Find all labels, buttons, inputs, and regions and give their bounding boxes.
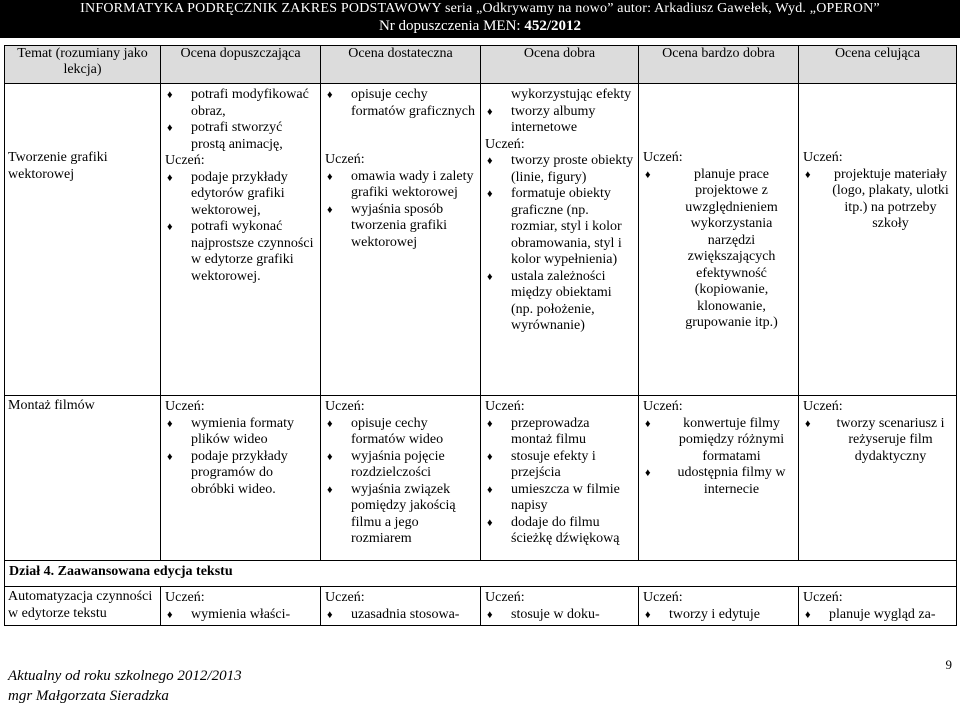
bullet-icon: ♦ <box>805 417 811 430</box>
bullet-icon: ♦ <box>327 89 333 101</box>
section-row <box>5 561 957 587</box>
list-item: ♦ umieszcza w filmie napisy <box>487 481 620 513</box>
list-item: ♦ wymienia właści- <box>167 606 291 622</box>
list-item: ♦ tworzy proste obiekty (linie, figury) <box>487 153 634 185</box>
bullet-icon: ♦ <box>167 608 173 621</box>
student-label: Uczeń: <box>165 590 205 605</box>
approval-label: Nr dopuszczenia MEN: <box>378 18 525 34</box>
bullet-icon: ♦ <box>167 89 173 101</box>
grade-cell <box>799 396 957 561</box>
student-label: Uczeń: <box>643 399 683 414</box>
bullet-icon: ♦ <box>167 122 173 134</box>
student-label: Uczeń: <box>803 150 843 165</box>
list-item: ♦ wyjaśnia sposób tworzenia grafiki wektorowej <box>327 201 448 250</box>
bullet-icon: ♦ <box>487 155 493 167</box>
bullet-icon: ♦ <box>487 483 493 496</box>
list-item: ♦ wyjaśnia pojęcie rozdzielczości <box>327 448 445 480</box>
bullet-icon: ♦ <box>167 417 173 430</box>
list-item: ♦ omawia wady i zalety grafiki wektorowej <box>327 168 474 200</box>
grade-cell <box>321 84 481 396</box>
list-item: ♦ przeprowadza montaż filmu <box>487 415 590 447</box>
grade-cell <box>481 396 639 561</box>
bullet-icon: ♦ <box>487 105 493 118</box>
student-label: Uczeń: <box>643 590 683 605</box>
list-item: ♦ dodaje do filmu ścieżkę dźwiękową <box>487 514 620 546</box>
bullet-icon: ♦ <box>487 417 493 430</box>
student-label: Uczeń: <box>643 150 683 165</box>
list-item: ♦ ustala zależności między obiektami (np. położenie, wyrównanie) <box>487 268 612 333</box>
bullet-icon: ♦ <box>487 516 493 529</box>
bullet-icon: ♦ <box>487 188 493 200</box>
bullet-icon: ♦ <box>487 450 493 463</box>
list-item: ♦ formatuje obiekty graficzne (np. rozmiar, styl i kolor obramowania, styl i kolor wypełnienia) <box>487 186 622 267</box>
list-item: ♦ tworzy albumy internetowe <box>487 103 596 135</box>
topic-cell: Montaż filmów <box>5 396 161 561</box>
bullet-icon: ♦ <box>645 608 651 621</box>
grade-cell <box>481 84 639 396</box>
list-item: ♦ planuje wygląd za- <box>805 606 936 622</box>
student-label: Uczeń: <box>325 152 365 167</box>
bullet-icon: ♦ <box>805 168 811 181</box>
grade-cell <box>321 396 481 561</box>
list-item: ♦ opisuje cechy formatów graficznych <box>327 87 475 119</box>
header-approval-number <box>0 18 960 35</box>
header-title: INFORMATYKA PODRĘCZNIK ZAKRES PODSTAWOWY seria „Odkrywamy na nowo” autor: Arkadiusz Gawełek, Wyd. „OPERON” <box>80 1 880 16</box>
grade-cell <box>321 587 481 626</box>
grade-cell <box>161 587 321 626</box>
table-row <box>5 587 957 626</box>
bullet-icon: ♦ <box>327 483 333 496</box>
document-header <box>0 0 960 38</box>
section-title: Dział 4. Zaawansowana edycja tekstu <box>9 564 233 579</box>
list-item: ♦ wyjaśnia związek pomiędzy jakością filmu a jego rozmiarem <box>327 481 456 546</box>
table-row <box>5 84 957 396</box>
bullet-icon: ♦ <box>327 608 333 621</box>
bullet-icon: ♦ <box>327 170 333 183</box>
bullet-icon: ♦ <box>167 450 173 463</box>
approval-value: 452/2012 <box>524 18 582 34</box>
page-number: 9 <box>945 657 952 672</box>
grade-cell <box>639 587 799 626</box>
bullet-icon: ♦ <box>327 203 333 216</box>
topic-cell: Automatyzacja czynności w edytorze tekstu <box>5 587 161 626</box>
grade-cell <box>799 84 957 396</box>
list-item: ♦ wymienia formaty plików wideo <box>167 415 295 447</box>
grade-cell <box>161 396 321 561</box>
column-header-grade-2: Ocena dopuszczająca <box>161 46 321 84</box>
bullet-icon: ♦ <box>645 417 651 430</box>
grade-cell <box>639 84 799 396</box>
student-label: Uczeń: <box>165 399 205 414</box>
list-item: ♦ podaje przykłady edytorów grafiki wektorowej, <box>167 169 288 218</box>
student-label: Uczeń: <box>325 399 365 414</box>
bullet-icon: ♦ <box>805 608 811 621</box>
list-item: ♦ uzasadnia stosowa- <box>327 606 460 622</box>
bullet-icon: ♦ <box>645 168 651 181</box>
student-label: Uczeń: <box>325 590 365 605</box>
bullet-icon: ♦ <box>327 450 333 463</box>
column-header-grade-5: Ocena bardzo dobra <box>639 46 799 84</box>
footer-validity: Aktualny od roku szkolnego 2012/2013 <box>8 668 242 684</box>
list-item: ♦ udostępnia filmy w internecie <box>645 465 786 497</box>
bullet-icon: ♦ <box>645 467 651 479</box>
list-item: ♦ podaje przykłady programów do obróbki wideo. <box>167 448 288 497</box>
grade-cell <box>639 396 799 561</box>
grading-criteria-table <box>4 45 957 626</box>
list-item: ♦ potrafi modyfikować obraz, <box>167 87 309 119</box>
list-item: ♦ planuje prace projektowe z uwzględnieniem wykorzystania narzędzi zwiększających efektywność (kopiowanie, klonowanie, grupowanie itp.) <box>645 166 778 330</box>
bullet-icon: ♦ <box>487 270 493 283</box>
column-header-grade-6: Ocena celująca <box>799 46 957 84</box>
student-label: Uczeń: <box>803 399 843 414</box>
topic-cell: Tworzenie grafiki wektorowej <box>5 84 161 396</box>
table-header-row <box>5 46 957 84</box>
grade-cell <box>799 587 957 626</box>
list-item: ♦ opisuje cechy formatów wideo <box>327 415 444 447</box>
student-label: Uczeń: <box>485 136 525 152</box>
list-item: ♦ konwertuje filmy pomiędzy różnymi formatami <box>645 415 785 464</box>
grade-cell <box>161 84 321 396</box>
list-item: ♦ tworzy scenariusz i reżyseruje film dydaktyczny <box>805 415 945 464</box>
bullet-icon: ♦ <box>327 417 333 430</box>
student-label: Uczeń: <box>485 399 525 414</box>
grade-cell <box>481 587 639 626</box>
list-item: ♦ tworzy i edytuje <box>645 606 760 622</box>
bullet-icon: ♦ <box>167 221 173 233</box>
student-label: Uczeń: <box>165 153 205 168</box>
list-item: ♦ potrafi stworzyć prostą animację, <box>167 120 283 152</box>
footer-author: mgr Małgorzata Sieradzka <box>8 688 169 704</box>
table-row <box>5 396 957 561</box>
column-header-grade-4: Ocena dobra <box>481 46 639 84</box>
student-label: Uczeń: <box>485 590 525 605</box>
student-label: Uczeń: <box>803 590 843 605</box>
list-item: ♦ stosuje w doku- <box>487 606 600 622</box>
bullet-icon: ♦ <box>167 171 173 184</box>
bullet-icon: ♦ <box>487 608 493 621</box>
list-item: ♦ projektuje materiały (logo, plakaty, ulotki itp.) na potrzeby szkoły <box>805 166 949 231</box>
column-header-topic: Temat (rozumiany jako lekcja) <box>5 46 161 84</box>
column-header-grade-3: Ocena dostateczna <box>321 46 481 84</box>
list-item: ♦ potrafi wykonać najprostsze czynności w edytorze grafiki wektorowej. <box>167 219 314 284</box>
continued-text: wykorzystując efekty <box>511 87 632 102</box>
list-item: ♦ stosuje efekty i przejścia <box>487 448 596 480</box>
